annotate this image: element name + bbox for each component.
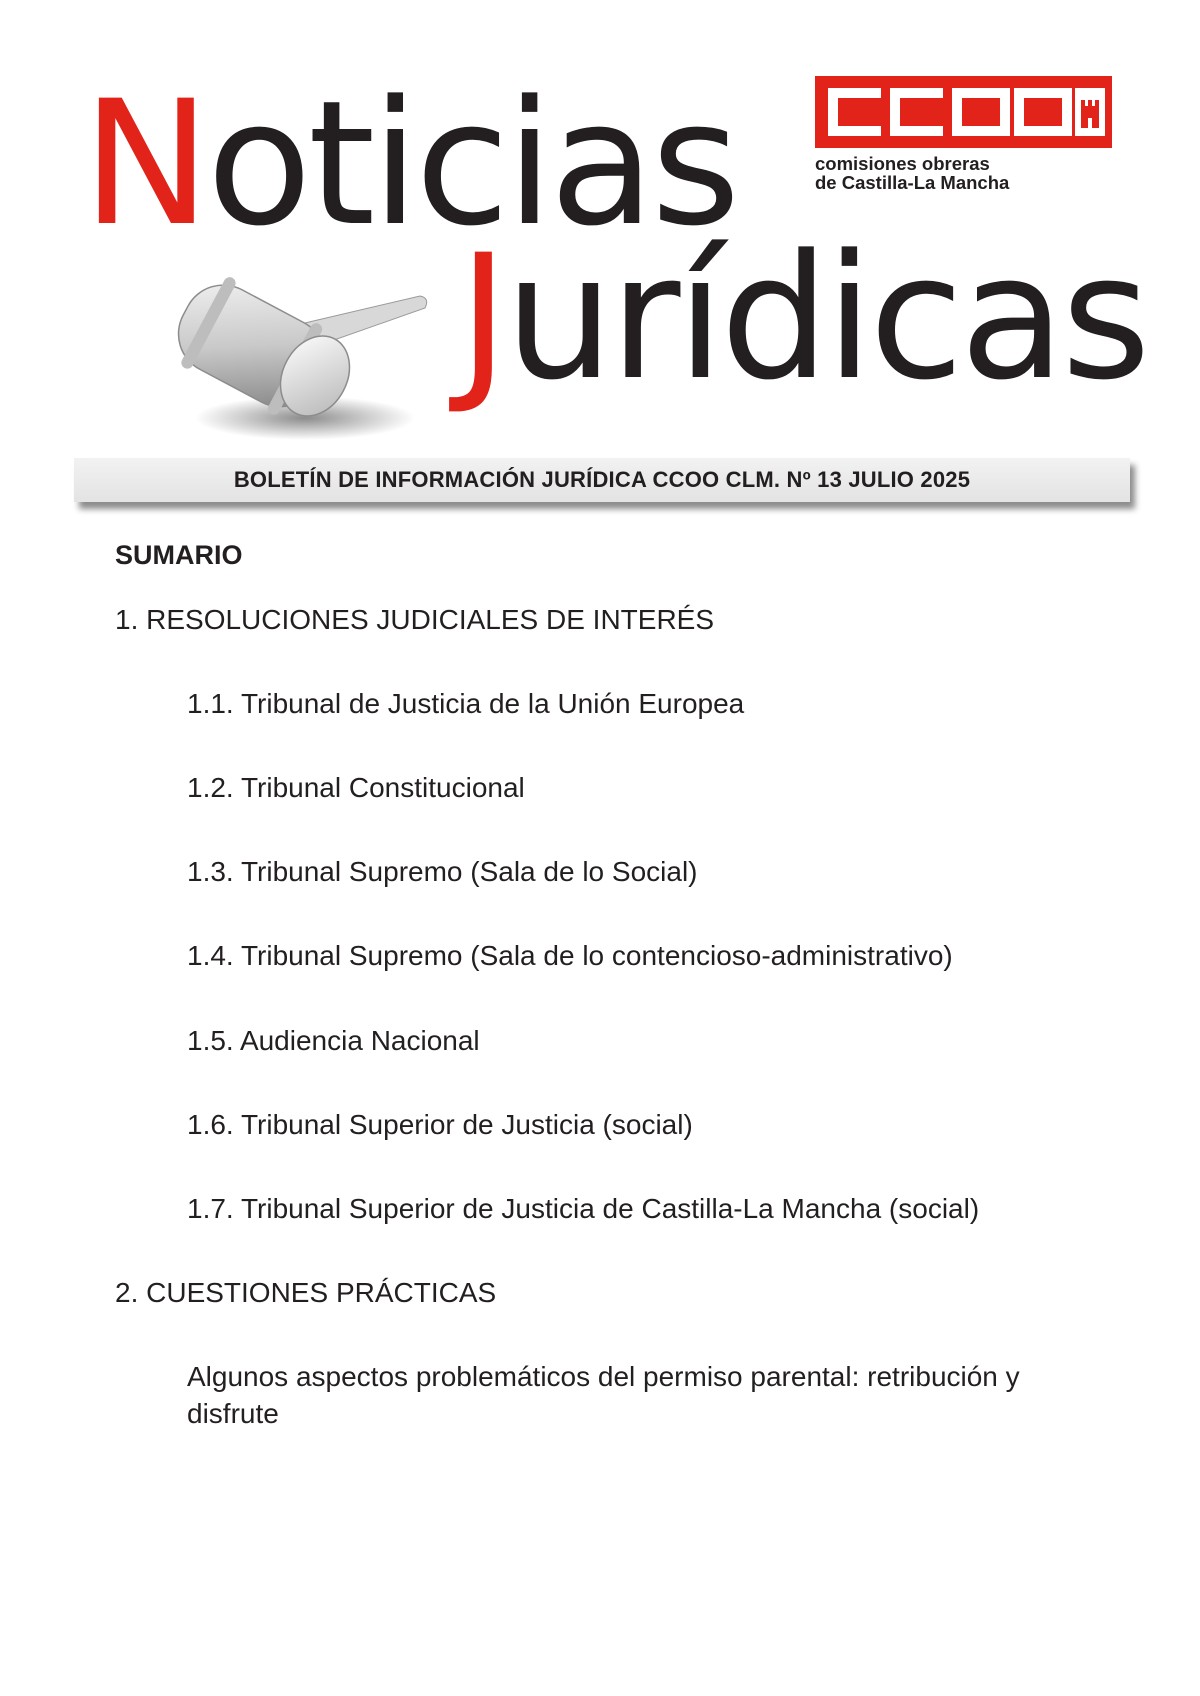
summary-item: 1.4. Tribunal Supremo (Sala de lo contencioso-administrativo)	[187, 940, 953, 971]
summary-item: 1.5. Audiencia Nacional	[187, 1025, 480, 1056]
section-2-heading: 2. CUESTIONES PRÁCTICAS	[115, 1277, 497, 1308]
bulletin-banner	[74, 458, 1130, 502]
gavel-icon	[165, 258, 435, 448]
summary-item: 1.3. Tribunal Supremo (Sala de lo Social)	[187, 856, 698, 887]
ccoo-logo-mark	[815, 76, 1112, 148]
bulletin-banner-text: BOLETÍN DE INFORMACIÓN JURÍDICA CCOO CLM. Nº 13 JULIO 2025	[233, 467, 971, 492]
logo-subtitle	[815, 154, 1112, 192]
title-juridicas-rest: urídicas	[504, 217, 1147, 418]
section-1-heading: 1. RESOLUCIONES JUDICIALES DE INTERÉS	[115, 604, 715, 635]
logo-line-1: comisiones obreras	[815, 153, 990, 174]
summary-item: 1.2. Tribunal Constitucional	[187, 772, 525, 803]
practical-topic: Algunos aspectos problemáticos del permiso parental: retribución y disfrute	[187, 1361, 1020, 1429]
title-initial-n: N	[82, 63, 207, 264]
ccoo-logo	[815, 76, 1112, 192]
summary-heading: SUMARIO	[115, 540, 243, 570]
ccoo-letters	[815, 76, 1112, 148]
summary-item: 1.1. Tribunal de Justicia de la Unión Europea	[187, 688, 745, 719]
summary-item: 1.7. Tribunal Superior de Justicia de Castilla-La Mancha (social)	[187, 1193, 980, 1224]
title-initial-j: J	[458, 217, 505, 418]
castle-icon	[1081, 100, 1099, 128]
title-juridicas	[458, 217, 1147, 418]
title-noticias-rest: oticias	[206, 63, 737, 264]
summary-item: 1.6. Tribunal Superior de Justicia (social)	[187, 1109, 693, 1140]
logo-line-2: de Castilla-La Mancha	[815, 172, 1010, 193]
